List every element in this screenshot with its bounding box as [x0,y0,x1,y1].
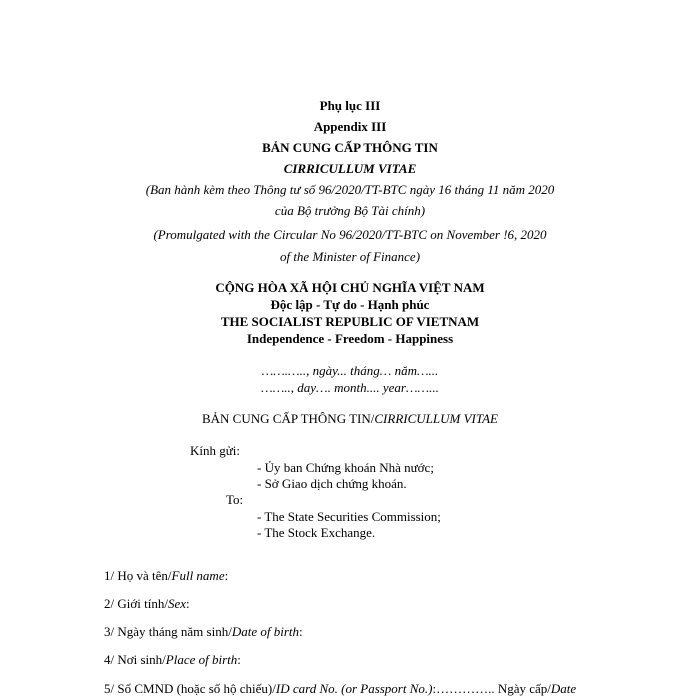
field-full-name: 1/ Họ và tên/Full name: [104,568,229,583]
country-name-vi: CỘNG HÒA XÃ HỘI CHỦ NGHĨA VIỆT NAM [215,280,485,295]
form-title-en: CIRRICULLUM VITAE [374,411,498,426]
form-title-vi: BẢN CUNG CẤP THÔNG TIN/ [201,411,375,426]
issued-note-en-line1: (Promulgated with the Circular No 96/2020/TT-BTC on November !6, 2020 [153,227,547,242]
document-title-vi: BẢN CUNG CẤP THÔNG TIN [262,140,438,155]
recipient-item: - Ủy ban Chứng khoán Nhà nước; [257,460,434,475]
issued-note-vi-line2: của Bộ trưởng Bộ Tài chính) [274,203,426,218]
field-place-of-birth: 4/ Nơi sinh/Place of birth: [104,652,241,667]
recipient-item: - The Stock Exchange. [257,525,376,540]
country-name-en: THE SOCIALIST REPUBLIC OF VIETNAM [220,314,480,329]
recipient-label-en: To: [226,492,244,507]
recipient-item: - The State Securities Commission; [257,509,441,524]
appendix-en: Appendix III [313,119,387,134]
issued-note-en-line2: of the Minister of Finance) [279,249,421,264]
national-motto-vi: Độc lập - Tự do - Hạnh phúc [270,297,430,312]
field-sex: 2/ Giới tính/Sex: [104,596,190,611]
recipient-label-vi: Kính gửi: [190,443,241,458]
issued-note-vi-line1: (Ban hành kèm theo Thông tư số 96/2020/TT-BTC ngày 16 tháng 11 năm 2020 [145,182,555,197]
recipient-item: - Sở Giao dịch chứng khoán. [257,476,407,491]
appendix-vi: Phụ lục III [319,98,381,113]
field-id-card: 5/ Số CMND (hoặc số hộ chiếu)/ID card No. (or Passport No.):………….. Ngày cấp/Date [104,681,577,696]
date-line-vi: …….….., ngày... tháng… năm…... [261,363,439,378]
field-date-of-birth: 3/ Ngày tháng năm sinh/Date of birth: [104,624,303,639]
date-line-en: …….., day…. month.... year……... [261,380,439,395]
document-title-en: CIRRICULLUM VITAE [283,161,417,176]
national-motto-en: Independence - Freedom - Happiness [246,331,454,346]
form-title [0,411,700,427]
